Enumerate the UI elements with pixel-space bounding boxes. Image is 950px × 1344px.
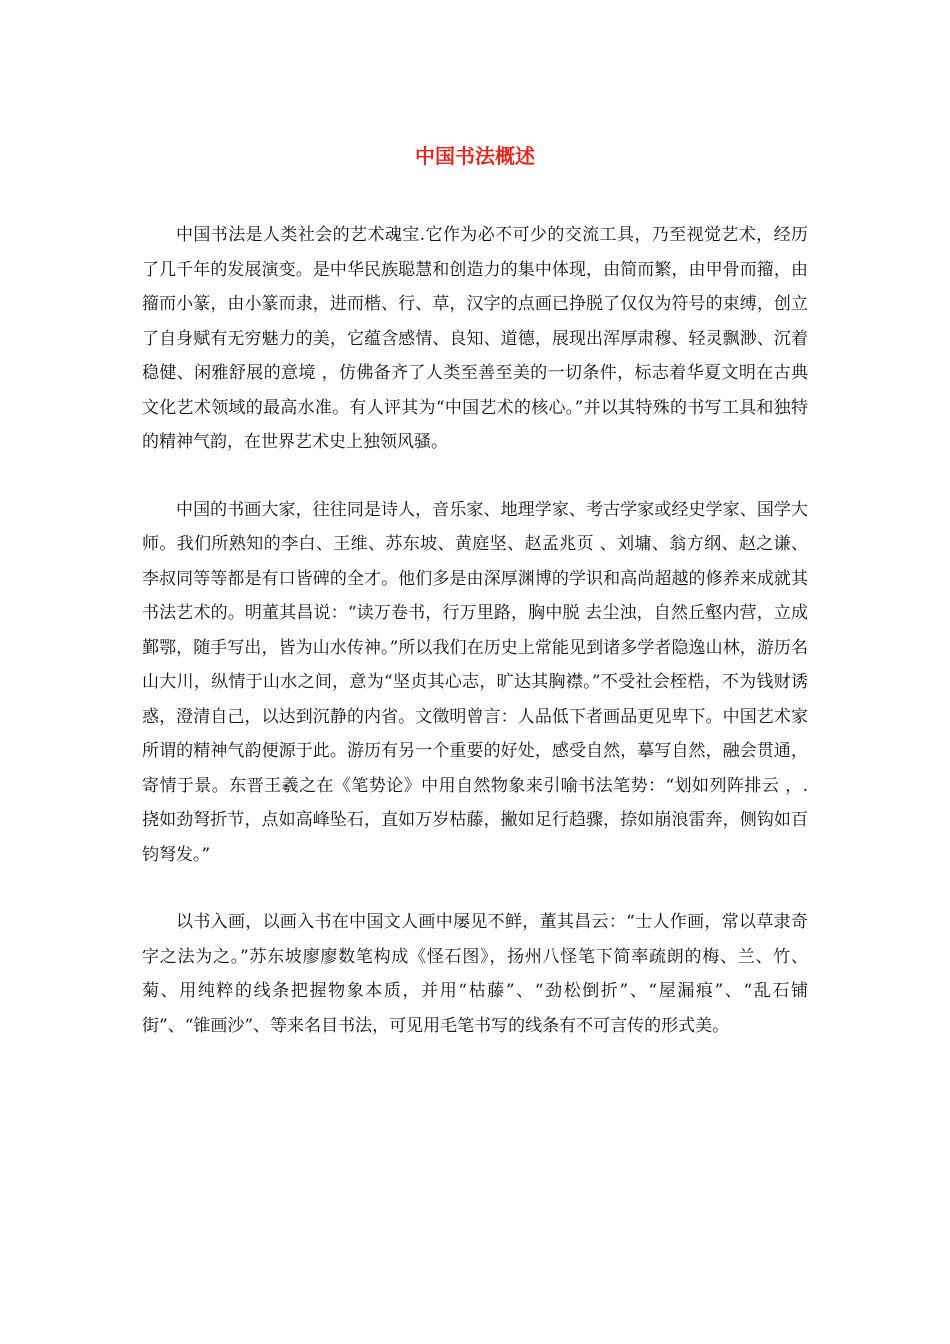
- paragraph-1: 中国书法是人类社会的艺术魂宝.它作为必不可少的交流工具，乃至视觉艺术，经历了几千年的发展演变。是中华民族聪慧和创造力的集中体现，由简而繁，由甲骨而籀，由籀而小篆，由小篆而隶，进而楷、行、草，汉字的点画已挣脱了仅仅为符号的束缚，创立了自身赋有无穷魅力的美，它蕴含感情、良知、道德，展现出浑厚肃穆、轻灵飘渺、沉着稳健、闲雅舒展的意境 ，仿佛备齐了人类至善至美的一切条件，标志着华夏文明在古典文化艺术领域的最高水准。有人评其为“中国艺术的核心。”并以其特殊的书写工具和独特的精神气韵，在世界艺术史上独领风骚。: [142, 225, 808, 452]
- paragraph-3: 以书入画，以画入书在中国文人画中屡见不鲜，董其昌云：“士人作画，常以草隶奇字之法为之。”苏东坡廖廖数笔构成《怪石图》，扬州八怪笔下简率疏朗的梅、兰、竹、菊、用纯粹的线条把握物象本质，并用“枯藤”、“劲松倒折”、“屋漏痕”、“乱石铺街”、“锥画沙”、等来名目书法，可见用毛笔书写的线条有不可言传的形式美。: [142, 912, 808, 1036]
- document-body: [142, 218, 808, 1043]
- paragraph-2: 中国的书画大家，往往同是诗人，音乐家、地理学家、考古学家或经史学家、国学大师。我们所熟知的李白、王维、苏东坡、黄庭坚、赵孟兆页 、刘墉、翁方纲、赵之谦、李叔同等等都是有口皆碑的全才。他们多是由深厚渊博的学识和高尚超越的修养来成就其书法艺术的。明董其昌说：“读万卷书，行万里路，胸中脱 去尘浊，自然丘壑内营，立成鄞鄂，随手写出，皆为山水传神。”所以我们在历史上常能见到诸多学者隐逸山林，游历名山大川，纵情于山水之间，意为“坚贞其心志，旷达其胸襟。”不受社会桎梏，不为钱财诱惑，澄清自己，以达到沉静的内省。文徵明曾言：人品低下者画品更见卑下。中国艺术家所谓的精神气韵便源于此。游历有另一个重要的好处，感受自然，摹写自然，融会贯通，寄情于景。东晋王羲之在《笔势论》中用自然物象来引喻书法笔势：“划如列阵排云 ，. 挠如劲弩折节，点如高峰坠石，直如万岁枯藤，撇如足行趋骤，捺如崩浪雷奔，侧钩如百钧弩发。”: [142, 499, 808, 865]
- document-title: 中国书法概述: [415, 144, 535, 168]
